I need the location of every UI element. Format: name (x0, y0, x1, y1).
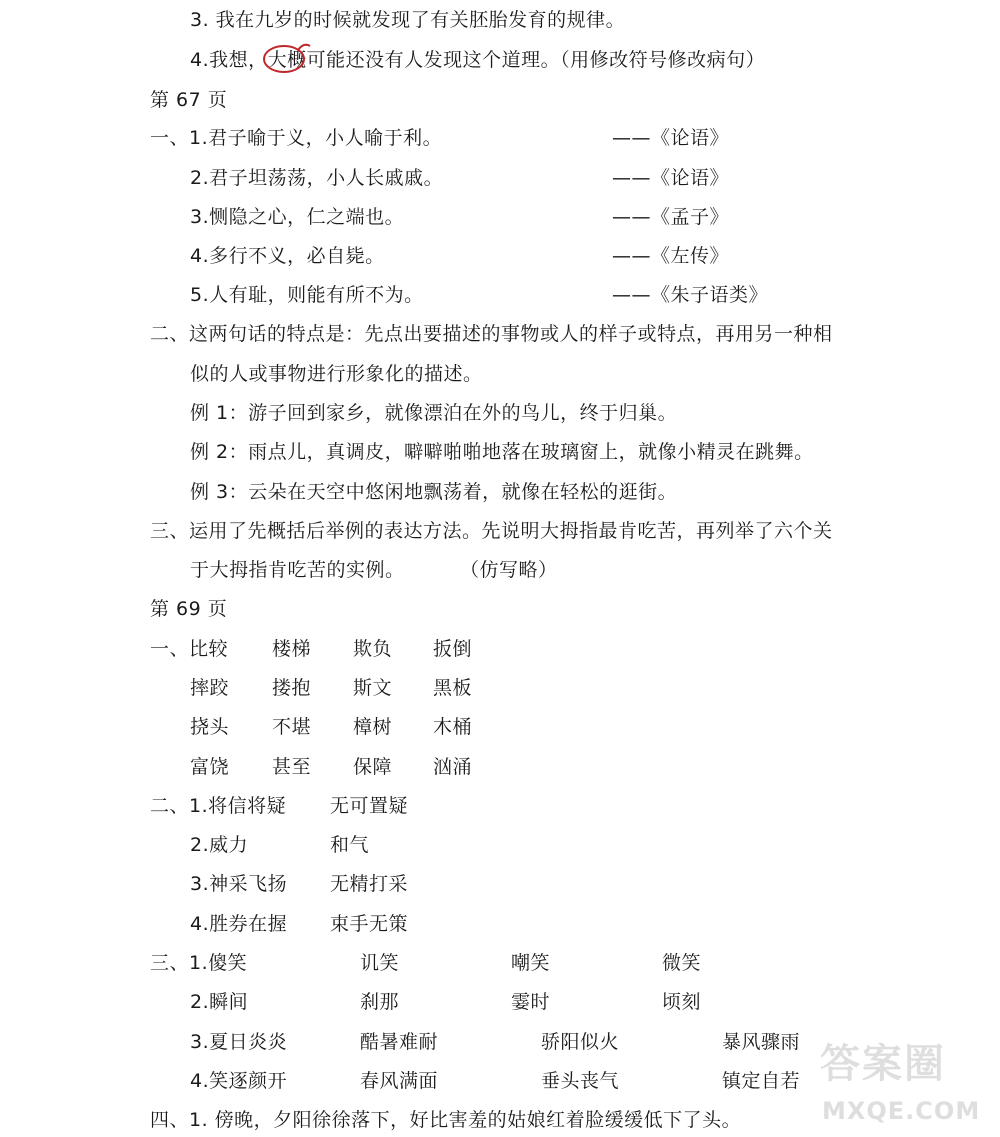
text-line: 3. 我在九岁的时候就发现了有关胚胎发育的规律。 (190, 9, 626, 31)
word-cell: 酷暑难耐 (360, 1031, 439, 1053)
sentence-end: 可能还没有人发现这个道理。（用修改符号修改病句） (306, 49, 766, 71)
word-cell: 刹那 (360, 991, 400, 1013)
word-cell: 保障 (353, 756, 393, 778)
text-line: 三、运用了先概括后举例的表达方法。先说明大拇指最肯吃苦，再列举了六个关 (150, 520, 833, 542)
quote-line: 5.人有耻，则能有所不为。 (190, 284, 424, 306)
example-line: 例 3：云朵在天空中悠闲地飘荡着，就像在轻松的逛街。 (190, 481, 678, 503)
page-heading: 第 69 页 (150, 598, 228, 620)
word-cell: 2.瞬间 (190, 991, 249, 1013)
text-line (190, 48, 765, 72)
example-line: 例 1：游子回到家乡，就像漂泊在外的鸟儿，终于归巢。 (190, 402, 678, 424)
word-cell: 3.神采飞扬 (190, 873, 288, 895)
word-cell: 富饶 (190, 756, 230, 778)
page-heading: 第 67 页 (150, 89, 228, 111)
word-cell: 4.胜券在握 (190, 913, 288, 935)
quote-source: ——《左传》 (612, 245, 730, 267)
circled-word (268, 48, 307, 72)
word-cell: 垂头丧气 (541, 1070, 620, 1092)
word-cell: 三、1.傻笑 (150, 952, 248, 974)
circled-word-text: 大概 (267, 49, 307, 71)
word-cell: 甚至 (272, 756, 312, 778)
sentence-start: 4.我想， (190, 49, 268, 71)
quote-source: ——《论语》 (612, 127, 730, 149)
word-cell: 无可置疑 (330, 795, 409, 817)
text-line: 四、1. 傍晚，夕阳徐徐落下，好比害羞的姑娘红着脸缓缓低下了头。 (150, 1109, 742, 1131)
word-cell: 微笑 (662, 952, 702, 974)
quote-source: ——《论语》 (612, 167, 730, 189)
word-cell: 3.夏日炎炎 (190, 1031, 288, 1053)
word-cell: 镇定自若 (722, 1070, 801, 1092)
word-cell: 一、比较 (150, 638, 229, 660)
quote-source: ——《朱子语类》 (612, 284, 769, 306)
word-cell: 木桶 (433, 716, 473, 738)
watermark-url: MXQE.COM (822, 1097, 981, 1125)
word-cell: 不堪 (272, 716, 312, 738)
quote-line: 2.君子坦荡荡，小人长戚戚。 (190, 167, 444, 189)
word-cell: 顷刻 (662, 991, 702, 1013)
word-cell: 斯文 (353, 677, 393, 699)
quote-line: 一、1.君子喻于义，小人喻于利。 (150, 127, 443, 149)
text-line: 二、这两句话的特点是：先点出要描述的事物或人的样子或特点，再用另一种相 (150, 323, 833, 345)
watermark-logo: 答案圈 (820, 1041, 946, 1087)
word-cell: 楼梯 (272, 638, 312, 660)
word-cell: 挠头 (190, 716, 230, 738)
word-cell: 骄阳似火 (541, 1031, 620, 1053)
quote-line: 3.恻隐之心，仁之端也。 (190, 206, 405, 228)
quote-source: ——《孟子》 (612, 206, 730, 228)
word-cell: 和气 (330, 834, 370, 856)
word-cell: 汹涌 (433, 756, 473, 778)
word-cell: 春风满面 (360, 1070, 439, 1092)
word-cell: 霎时 (511, 991, 551, 1013)
word-cell: 扳倒 (433, 638, 473, 660)
site-watermark (820, 1040, 995, 1132)
word-cell: 4.笑逐颜开 (190, 1070, 288, 1092)
quote-line: 4.多行不义，必自毙。 (190, 245, 385, 267)
text-note: （仿写略） (460, 559, 558, 581)
word-cell: 欺负 (353, 638, 393, 660)
word-cell: 嘲笑 (511, 952, 551, 974)
word-cell: 二、1.将信将疑 (150, 795, 287, 817)
text-line: 于大拇指肯吃苦的实例。 (190, 559, 405, 581)
word-cell: 无精打采 (330, 873, 409, 895)
word-cell: 暴风骤雨 (722, 1031, 801, 1053)
word-cell: 束手无策 (330, 913, 409, 935)
word-cell: 2.威力 (190, 834, 249, 856)
example-line: 例 2：雨点儿，真调皮，噼噼啪啪地落在玻璃窗上，就像小精灵在跳舞。 (190, 441, 814, 463)
word-cell: 樟树 (353, 716, 393, 738)
word-cell: 黑板 (433, 677, 473, 699)
text-line: 似的人或事物进行形象化的描述。 (190, 363, 483, 385)
word-cell: 讥笑 (360, 952, 400, 974)
word-cell: 搂抱 (272, 677, 312, 699)
word-cell: 摔跤 (190, 677, 230, 699)
